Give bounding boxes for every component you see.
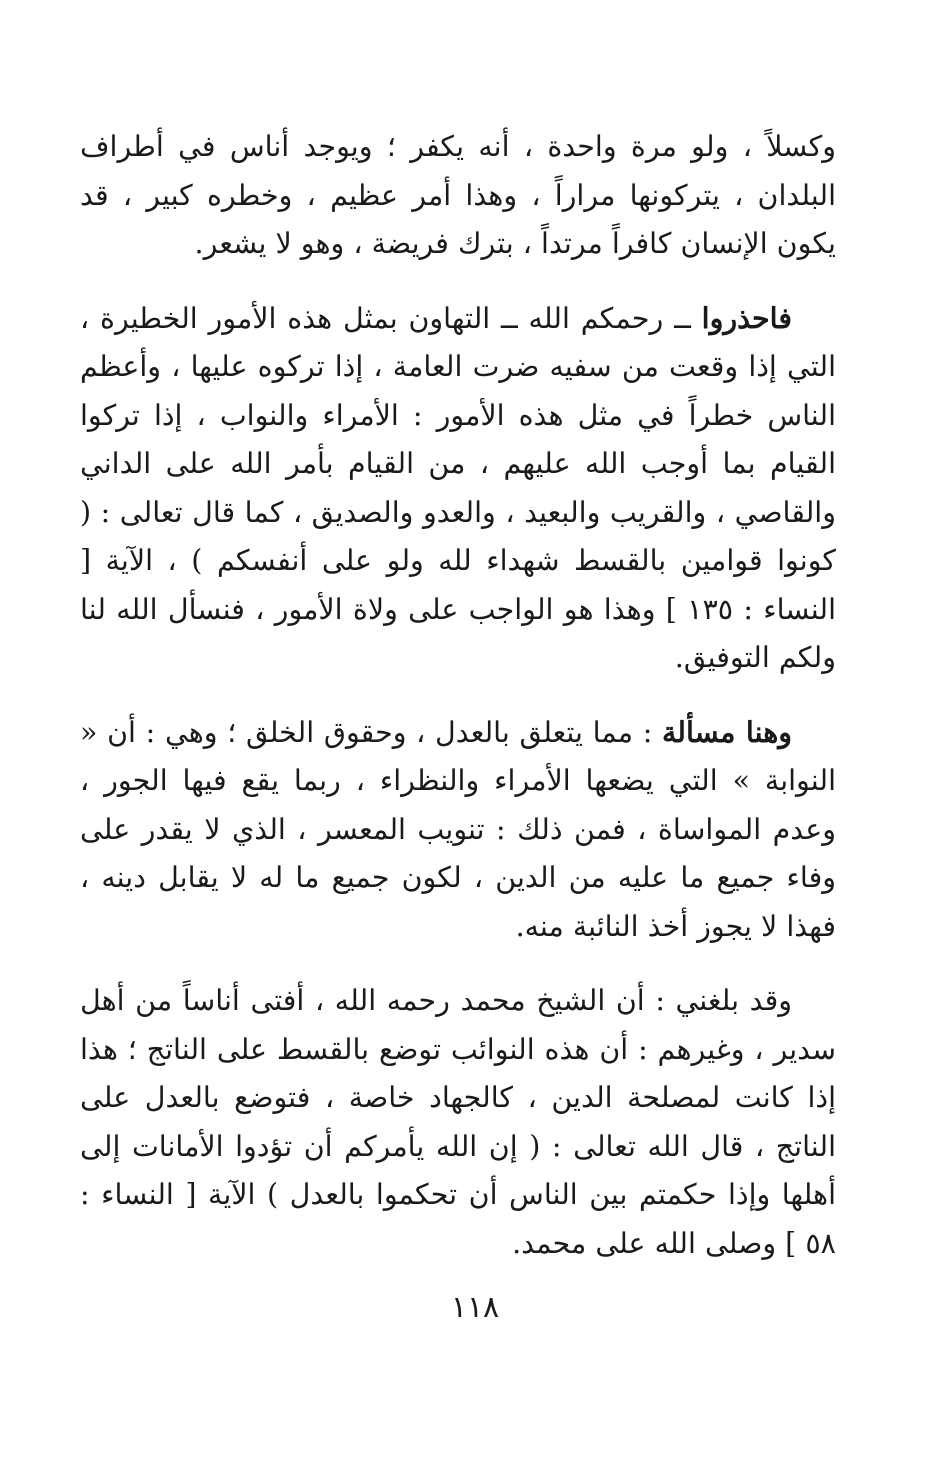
page-number: ١١٨: [450, 1290, 500, 1325]
paragraph-2-text: ــ رحمكم الله ــ التهاون بمثل هذه الأمور الخطيرة ، التي إذا وقعت من سفيه ضرت العامة ، إذا تركوه عليها ، وأعظم الناس خطراً في مثل هذه الأمور : الأمراء والنواب ، إذا تركوا القيام بما أوجب الله عليهم ، من القيام بأمر الله على الداني والقاصي ، والقريب والبعيد ، والعدو والصديق ، كما قال تعالى : ( كونوا قوامين بالقسط شهداء لله ولو على أنفسكم ) ، الآية [ النساء : ١٣٥ ] وهذا هو الواجب على ولاة الأمور ، فنسأل الله لنا ولكم التوفيق.: [80, 301, 836, 674]
paragraph-3-text: : مما يتعلق بالعدل ، وحقوق الخلق ؛ وهي : أن « النوابة » التي يضعها الأمراء والنظراء ، ربما يقع فيها الجور ، وعدم المواساة ، فمن ذلك : تنويب المعسر ، الذي لا يقدر على وفاء جميع ما عليه من الدين ، لكون جميع ما له لا يقابل دينه ، فهذا لا يجوز أخذ النائبة منه.: [80, 715, 836, 943]
paragraph-2-lead: فاحذروا: [701, 300, 792, 335]
page-body: [80, 122, 836, 1293]
paragraph-2: [80, 294, 836, 683]
paragraph-1: [80, 122, 836, 269]
paragraph-4-text: وقد بلغني : أن الشيخ محمد رحمه الله ، أفتى أناساً من أهل سدير ، وغيرهم : أن هذه النوائب توضع بالقسط على الناتج ؛ هذا إذا كانت لمصلحة الدين ، كالجهاد خاصة ، فتوضع بالعدل على الناتج ، قال الله تعالى : ( إن الله يأمركم أن تؤدوا الأمانات إلى أهلها وإذا حكمتم بين الناس أن تحكموا بالعدل ) الآية [ النساء : ٥٨ ] وصلى الله على محمد.: [80, 984, 836, 1260]
paragraph-4: [80, 976, 836, 1268]
paragraph-3: [80, 708, 836, 952]
paragraph-1-text: وكسلاً ، ولو مرة واحدة ، أنه يكفر ؛ ويوجد أناس في أطراف البلدان ، يتركونها مراراً ، وهذا أمر عظيم ، وخطره كبير ، قد يكون الإنسان كافراً مرتداً ، بترك فريضة ، وهو لا يشعر.: [80, 130, 836, 260]
paragraph-3-lead: وهنا مسألة: [662, 714, 792, 749]
